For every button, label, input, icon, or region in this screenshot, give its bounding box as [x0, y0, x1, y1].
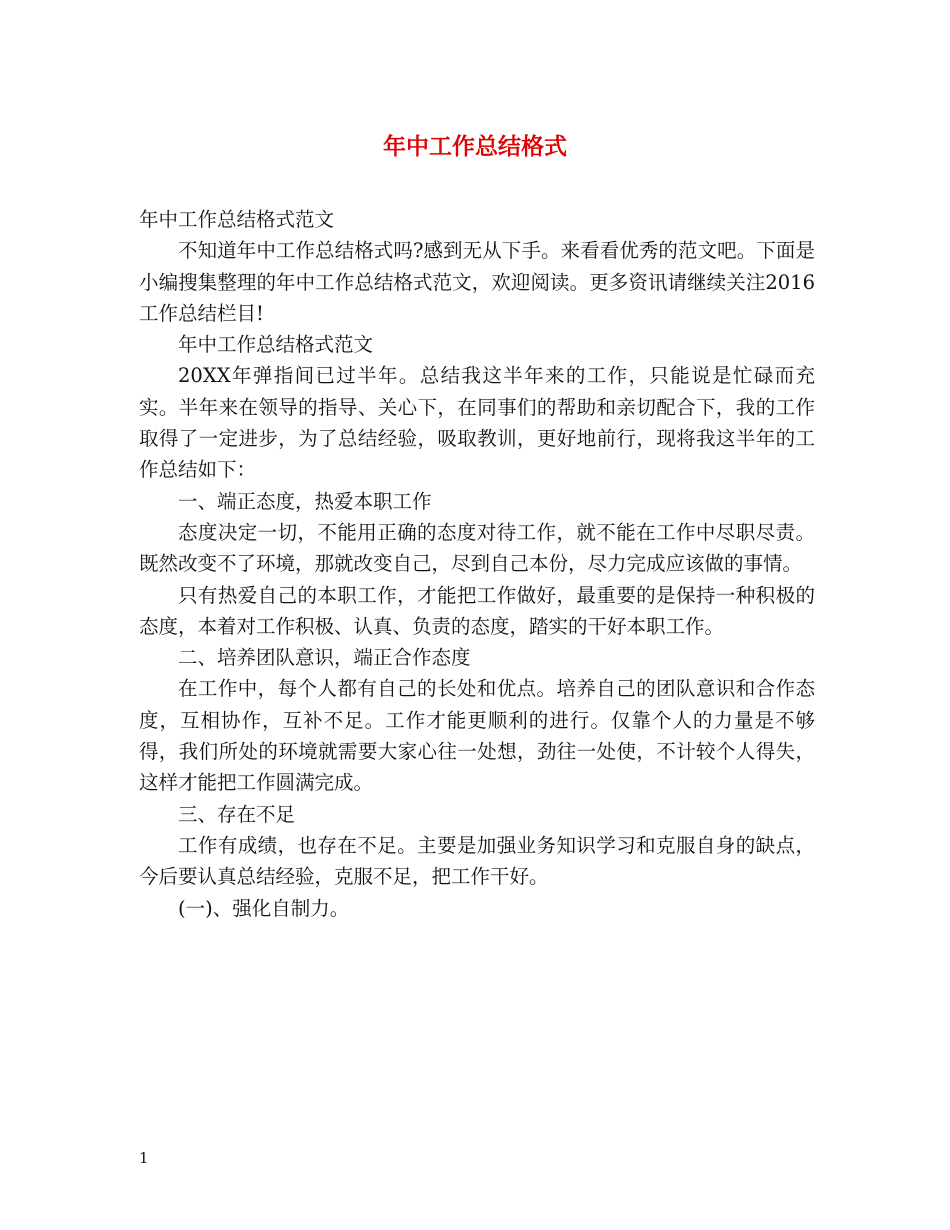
sub-heading: (一)、强化自制力。 [178, 896, 350, 920]
paragraph: 在工作中，每个人都有自己的长处和优点。培养自己的团队意识和合作态度，互相协作，互补不足。工作才能更顺利的进行。仅靠个人的力量是不够得，我们所处的环境就需要大家心往一处想，劲往一处使，不计较个人得失，这样才能把工作圆满完成。 [139, 677, 815, 795]
paragraph: 不知道年中工作总结格式吗?感到无从下手。来看看优秀的范文吧。下面是小编搜集整理的年中工作总结格式范文，欢迎阅读。更多资讯请继续关注2016工作总结栏目! [139, 239, 815, 325]
paragraph: 态度决定一切，不能用正确的态度对待工作，就不能在工作中尽职尽责。既然改变不了环境，那就改变自己，尽到自己本份，尽力完成应该做的事情。 [139, 520, 815, 576]
section-heading: 一、端正态度，热爱本职工作 [178, 489, 432, 513]
paragraph: 20XX年弹指间已过半年。总结我这半年来的工作，只能说是忙碌而充实。半年来在领导的指导、关心下，在同事们的帮助和亲切配合下，我的工作取得了一定进步，为了总结经验，吸取教训，更好地前行，现将我这半年的工作总结如下： [139, 364, 815, 482]
section-heading: 二、培养团队意识，端正合作态度 [178, 646, 471, 670]
page-title: 年中工作总结格式 [383, 133, 567, 160]
paragraph: 年中工作总结格式范文 [139, 208, 335, 231]
page-number: 1 [139, 1149, 149, 1167]
document-body [139, 204, 815, 924]
paragraph: 工作有成绩，也存在不足。主要是加强业务知识学习和克服自身的缺点，今后要认真总结经验，克服不足，把工作干好。 [139, 833, 815, 889]
section-heading: 三、存在不足 [178, 802, 296, 826]
paragraph: 年中工作总结格式范文 [178, 333, 374, 357]
paragraph: 只有热爱自己的本职工作，才能把工作做好，最重要的是保持一种积极的态度，本着对工作积极、认真、负责的态度，踏实的干好本职工作。 [139, 583, 815, 638]
